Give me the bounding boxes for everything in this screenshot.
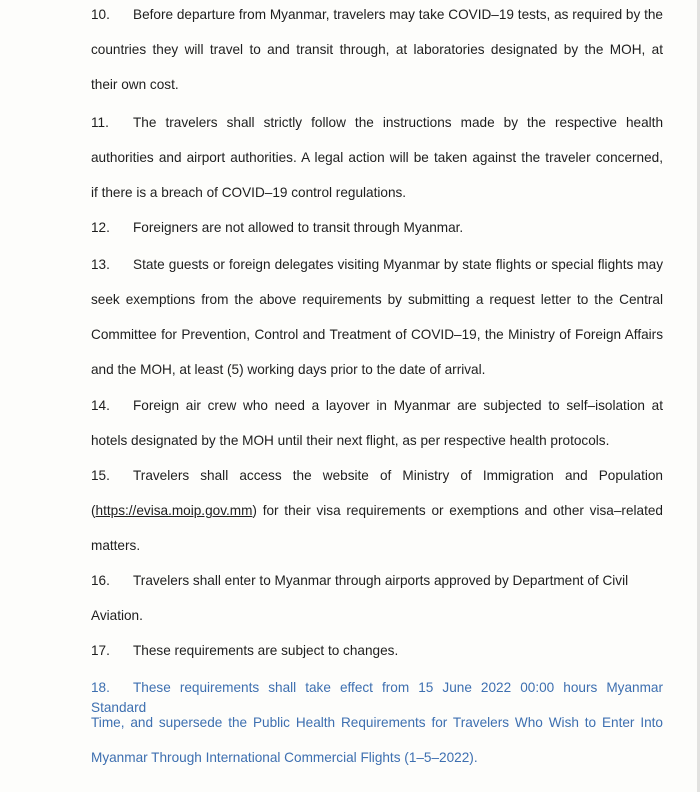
item-text: State guests or foreign delegates visiting Myanmar by state flights or special flights may <box>133 257 663 272</box>
item-text: Aviation. <box>91 608 143 623</box>
item-text: if there is a breach of COVID–19 control regulations. <box>91 185 407 200</box>
visa-website-link[interactable]: https://evisa.moip.gov.mm <box>95 503 253 518</box>
item-text: Time, and supersede the Public Health Requirements for Travelers Who Wish to Enter Into <box>91 715 663 730</box>
item-text: Foreigners are not allowed to transit through Myanmar. <box>133 220 464 235</box>
item-number: 10. <box>91 7 110 22</box>
item-16 <box>91 571 663 641</box>
item-text: authorities and airport authorities. A legal action will be taken against the traveler concerned, <box>91 150 663 165</box>
item-11 <box>91 113 663 218</box>
item-text: and the MOH, at least (5) working days prior to the date of arrival. <box>91 362 486 377</box>
item-text: Travelers shall enter to Myanmar through airports approved by Department of Civil <box>133 573 629 588</box>
item-number: 16. <box>91 573 110 588</box>
item-text: Myanmar Through International Commercial Flights (1–5–2022). <box>91 750 478 765</box>
item-text: Before departure from Myanmar, travelers may take COVID–19 tests, as required by the <box>133 7 663 22</box>
item-number: 12. <box>91 220 110 235</box>
item-text: Committee for Prevention, Control and Treatment of COVID–19, the Ministry of Foreign Affairs <box>91 327 663 342</box>
item-number: 11. <box>91 115 109 130</box>
item-text: countries they will travel to and transit through, at laboratories designated by the MOH, at <box>91 42 663 57</box>
item-13 <box>91 255 663 395</box>
item-text: hotels designated by the MOH until their next flight, as per respective health protocols. <box>91 433 610 448</box>
item-number: 14. <box>91 398 110 413</box>
item-number: 15. <box>91 468 110 483</box>
item-text: matters. <box>91 538 141 553</box>
item-number: 13. <box>91 257 110 272</box>
item-text: seek exemptions from the above requirements by submitting a request letter to the Central <box>91 292 663 307</box>
item-text: These requirements shall take effect from 15 June 2022 00:00 hours Myanmar Standard <box>91 680 663 715</box>
item-18 <box>91 678 663 783</box>
item-text: for their visa requirements or exemptions and other visa–related <box>262 503 663 518</box>
item-15: 15. Travelers shall access the website of Ministry of Immigration and Population (https://evisa.moip.gov.mm) for their visa requirements or exemptions and other visa–related matters. <box>91 466 663 571</box>
item-text: Travelers shall access the website of Ministry of Immigration and Population <box>133 468 663 483</box>
item-17 <box>91 641 663 676</box>
item-12 <box>91 218 663 253</box>
item-text: their own cost. <box>91 77 179 92</box>
item-number: 17. <box>91 643 110 658</box>
item-text: Foreign air crew who need a layover in Myanmar are subjected to self–isolation at <box>133 398 663 413</box>
item-text: The travelers shall strictly follow the instructions made by the respective health <box>133 115 663 130</box>
item-number: 18. <box>91 680 110 695</box>
item-14 <box>91 396 663 466</box>
item-10 <box>91 5 663 110</box>
item-text: These requirements are subject to changes. <box>133 643 399 658</box>
